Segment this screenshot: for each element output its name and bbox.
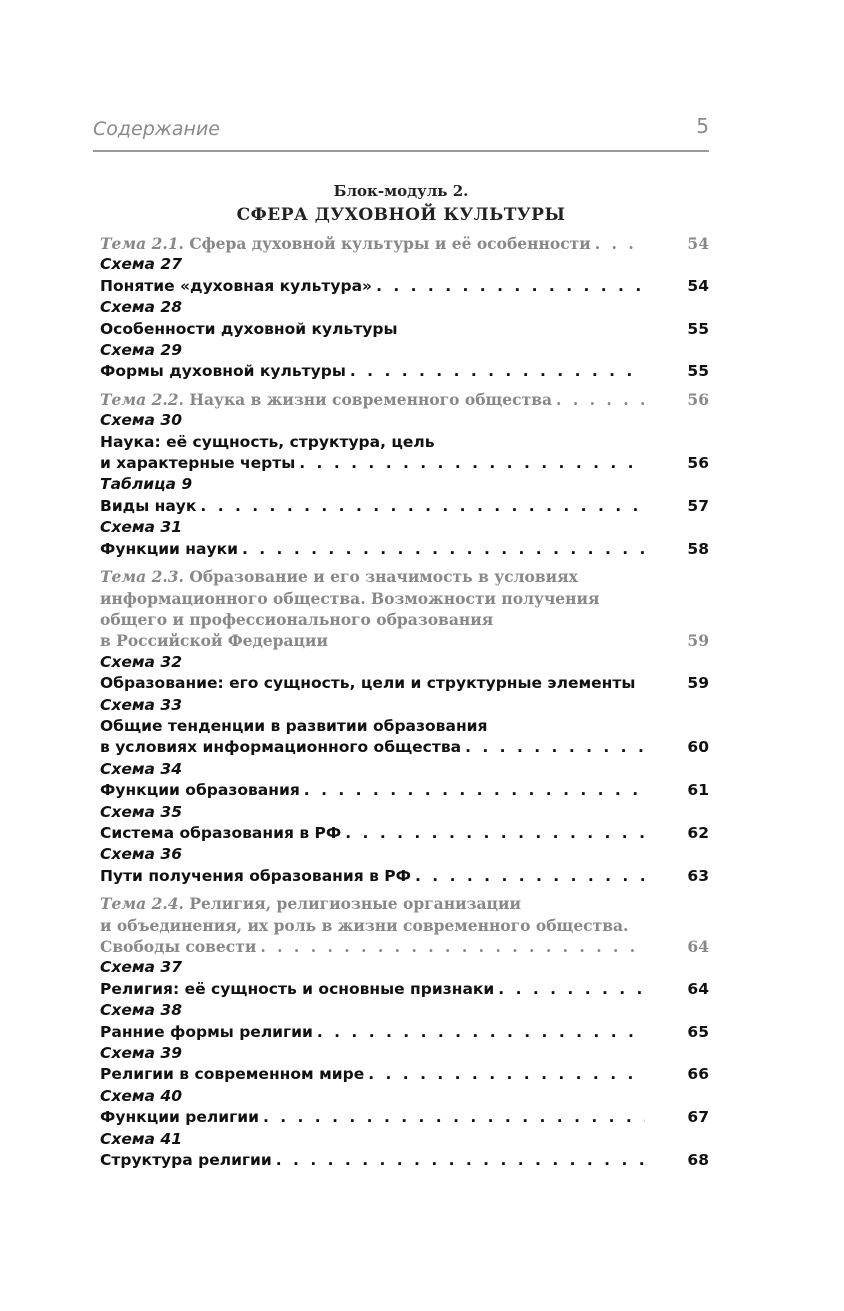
entry-title: Религии в современном мире [100,1065,365,1084]
toc-entry[interactable] [100,823,709,844]
schema-label: Схема 28 [100,298,182,317]
page-ref: 54 [687,234,709,253]
page-ref: 60 [687,738,709,757]
table-of-contents [100,233,709,1171]
topic-label: Тема 2.4 [100,894,179,914]
leader-dots [415,866,645,887]
toc-entry[interactable] [100,1107,709,1128]
schema-label: Схема 33 [100,695,182,714]
topic-label: Тема 2.1 [100,234,179,253]
toc-topic-line: и объединения, их роль в жизни современного общества. [100,915,629,935]
leader-dots [276,1150,645,1171]
toc-entry[interactable] [100,1022,709,1043]
toc-entry[interactable] [100,539,709,560]
entry-title: Образование: его сущность, цели и структурные элементы [100,674,636,693]
block-title: Блок-модуль 2. [333,182,469,200]
page-ref: 59 [687,631,709,651]
page-header [93,112,709,152]
schema-label: Схема 40 [100,1086,182,1105]
page-ref: 59 [687,674,709,693]
entry-title: Формы духовной культуры [100,362,346,381]
entry-title: Функции науки [100,539,238,558]
toc-entry[interactable] [100,737,709,758]
schema-label: Схема 37 [100,958,182,977]
schema-label: Схема 35 [100,802,182,821]
toc-entry[interactable] [100,866,709,887]
leader-dots [200,496,645,517]
topic-label: Тема 2.3 [100,567,179,587]
schema-label: Схема 41 [100,1129,182,1148]
leader-dots [595,233,645,254]
page-ref: 58 [687,539,709,558]
leader-dots [242,539,645,560]
page-ref: 56 [687,389,709,409]
header-divider [93,150,709,152]
leader-dots [376,276,645,297]
entry-title: Функции образования [100,781,300,800]
entry-title: Особенности духовной культуры [100,319,398,338]
schema-label: Схема 38 [100,1001,182,1020]
toc-topic[interactable] [100,630,709,651]
toc-entry[interactable] [100,1150,709,1171]
entry-title: Система образования в РФ [100,823,342,842]
schema-label: Схема 29 [100,341,182,360]
page-ref: 67 [687,1108,709,1127]
schema-label: Схема 34 [100,759,182,778]
topic-title: . Сфера духовной культуры и её особенности [178,234,591,253]
leader-dots [498,979,645,1000]
page-ref: 55 [687,362,709,381]
schema-label: Схема 32 [100,652,182,671]
page-number: 5 [696,114,709,138]
table-label: Таблица 9 [100,475,193,494]
topic-title: . Образование и его значимость в условиях [178,567,578,587]
toc-entry[interactable] [100,361,709,382]
page-ref: 57 [687,496,709,515]
page-ref: 62 [687,823,709,842]
leader-dots [368,1064,645,1085]
entry-title: в условиях информационного общества [100,738,462,757]
entry-title: Религия: её сущность и основные признаки [100,979,495,998]
leader-dots [465,737,645,758]
schema-label: Схема 31 [100,518,182,537]
entry-title: Структура религии [100,1151,272,1170]
leader-dots [350,361,645,382]
schema-label: Схема 30 [100,411,182,430]
page-ref: 65 [687,1022,709,1041]
toc-entry[interactable] [100,673,709,694]
leader-dots [317,1022,645,1043]
toc-entry[interactable] [100,319,709,340]
schema-label: Схема 39 [100,1044,182,1063]
toc-topic[interactable] [100,389,709,410]
leader-dots [299,453,645,474]
leader-dots [304,780,645,801]
toc-entry[interactable] [100,276,709,297]
page-ref: 55 [687,319,709,338]
entry-title-line: Наука: её сущность, структура, цель [100,432,435,451]
page-ref: 68 [687,1151,709,1170]
leader-dots [345,823,645,844]
toc-entry[interactable] [100,1064,709,1085]
topic-title: . Религия, религиозные организации [178,894,521,914]
toc-entry[interactable] [100,453,709,474]
schema-label: Схема 36 [100,845,182,864]
leader-dots [260,936,645,957]
toc-topic[interactable] [100,233,709,254]
toc-topic-line: общего и профессионального образования [100,609,494,629]
toc-entry[interactable] [100,780,709,801]
entry-title: Функции религии [100,1108,259,1127]
topic-label: Тема 2.2 [100,389,179,409]
leader-dots [263,1107,645,1128]
toc-topic-line: информационного общества. Возможности получения [100,588,600,608]
toc-topic[interactable] [100,936,709,957]
running-title: Содержание [93,118,220,140]
page-ref: 63 [687,866,709,885]
entry-title: Ранние формы религии [100,1022,313,1041]
entry-title: Пути получения образования в РФ [100,866,412,885]
toc-topic-line[interactable] [100,893,709,914]
page-ref: 66 [687,1065,709,1084]
toc-entry[interactable] [100,496,709,517]
topic-title: Свободы совести [100,937,257,956]
entry-title: Понятие «духовная культура» [100,276,373,295]
topic-title: в Российской Федерации [100,631,328,651]
page-ref: 61 [687,781,709,800]
entry-title: Виды наук [100,496,197,515]
entry-title-line: Общие тенденции в развитии образования [100,716,488,735]
toc-topic-line[interactable] [100,566,709,587]
entry-title: и характерные черты [100,454,296,473]
page-ref: 64 [687,979,709,998]
page-ref: 56 [687,454,709,473]
page-ref: 64 [687,937,709,956]
schema-label: Схема 27 [100,255,182,274]
block-subtitle: СФЕРА ДУХОВНОЙ КУЛЬТУРЫ [236,205,566,225]
topic-title: . Наука в жизни современного общества [178,389,553,409]
leader-dots [556,389,645,410]
toc-entry[interactable] [100,979,709,1000]
page-ref: 54 [687,276,709,295]
